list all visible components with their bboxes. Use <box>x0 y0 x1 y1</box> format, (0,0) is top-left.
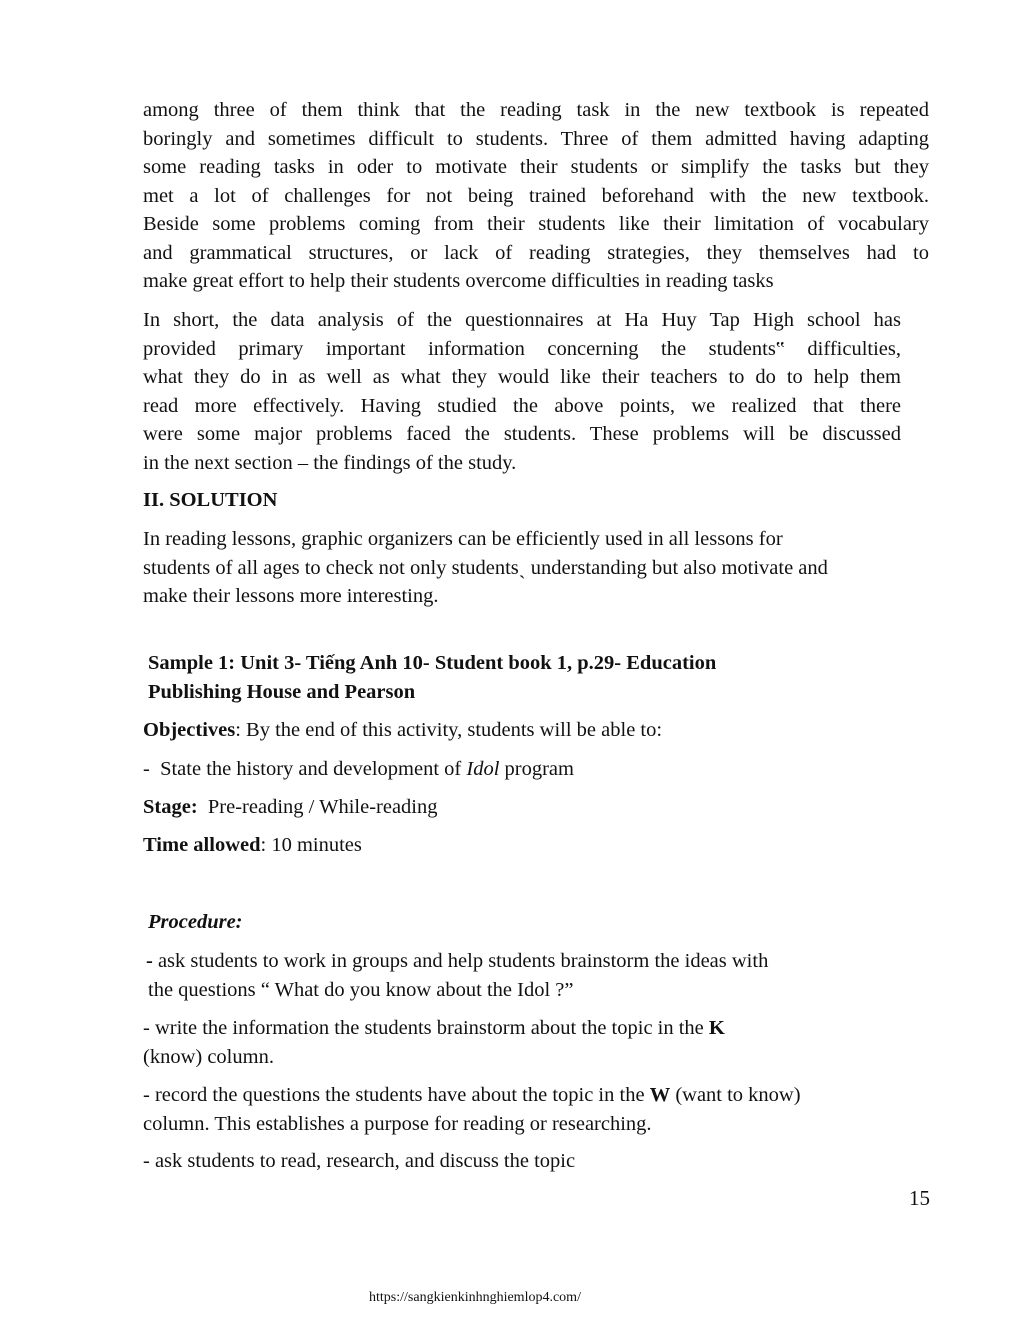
procedure-step-line: column. This establishes a purpose for reading or researching. <box>143 1112 652 1135</box>
objective-item-prefix: - State the history and development of <box>143 758 467 780</box>
footer-url[interactable]: https://sangkienkinhnghiemlop4.com/ <box>369 1290 581 1305</box>
procedure-dash: - <box>146 950 153 972</box>
procedure-step <box>143 1147 575 1176</box>
text-line: in the next section – the findings of the study. <box>143 451 517 474</box>
paragraph-teacher-findings <box>143 96 929 296</box>
paragraph-summary <box>143 306 901 477</box>
objectives-label: Objectives <box>143 719 236 741</box>
column-w-label: W <box>649 1084 671 1106</box>
procedure-step <box>146 947 768 1004</box>
time-allowed-label: Time allowed <box>143 834 261 856</box>
procedure-step-text: - record the questions the students have about the topic in the <box>143 1084 650 1106</box>
sample-title-line: Sample 1: Unit 3- Tiếng Anh 10- Student book 1, p.29- Education <box>148 652 717 674</box>
text-line: Beside some problems coming from their students like their limitation of vocabulary <box>143 213 929 235</box>
text-line: make their lessons more interesting. <box>143 585 439 607</box>
procedure-step-text: ask students to work in groups and help students brainstorm the ideas with <box>152 950 769 972</box>
page-number: 15 <box>909 1186 930 1210</box>
procedure-step-line: - ask students to read, research, and discuss the topic <box>143 1150 576 1172</box>
time-allowed <box>143 831 362 860</box>
text-line: were some major problems faced the students. These problems will be discussed <box>143 423 901 445</box>
procedure-step <box>143 1014 725 1071</box>
procedure-step-text: - write the information the students brainstorm about the topic in the <box>143 1017 709 1039</box>
procedure-step <box>143 1081 801 1138</box>
stage-label: Stage: <box>143 796 198 818</box>
text-line: some reading tasks in oder to motivate their students or simplify the tasks but they <box>143 156 929 178</box>
objective-item <box>143 755 574 784</box>
text-line: met a lot of challenges for not being trained beforehand with the new textbook. <box>143 184 929 207</box>
paragraph-solution-intro <box>143 525 933 611</box>
procedure-step-text: (want to know) <box>670 1084 801 1106</box>
text-line: read more effectively. Having studied the above points, we realized that there <box>143 394 901 417</box>
stage-text: Pre-reading / While-reading <box>197 796 438 818</box>
text-line: boringly and sometimes difficult to students. Three of them admitted having adapting <box>143 127 929 150</box>
objectives-text: : By the end of this activity, students will be able to: <box>235 719 663 741</box>
procedure-step-line <box>146 947 768 976</box>
procedure-heading-text: Procedure: <box>148 911 243 933</box>
sample-title <box>148 649 716 706</box>
stage <box>143 793 438 822</box>
procedure-step-line: (know) column. <box>143 1045 274 1068</box>
text-line: In short, the data analysis of the questionnaires at Ha Huy Tap High school has <box>143 309 901 331</box>
objective-item-suffix: program <box>499 758 574 780</box>
time-allowed-text: : 10 minutes <box>260 834 362 856</box>
sample-title-line: Publishing House and Pearson <box>148 680 416 703</box>
heading-text: II. SOLUTION <box>143 489 278 511</box>
column-k-label: K <box>708 1017 725 1039</box>
objectives <box>143 716 662 745</box>
text-line: and grammatical structures, or lack of reading strategies, they themselves had to <box>143 241 929 264</box>
procedure-step-line <box>143 1081 801 1110</box>
text-line: In reading lessons, graphic organizers can be efficiently used in all lessons for <box>143 528 783 550</box>
text-line: provided primary important information concerning the students‟ difficulties, <box>143 337 901 360</box>
text-line: what they do in as well as what they would like their teachers to do to help them <box>143 366 901 388</box>
text-line: among three of them think that the reading task in the new textbook is repeated <box>143 99 929 121</box>
objective-item-italic: Idol <box>466 758 500 780</box>
text-line: make great effort to help their students overcome difficulties in reading tasks <box>143 270 774 292</box>
procedure-step-line: the questions “ What do you know about the Idol ?” <box>148 978 574 1001</box>
procedure-step-line <box>143 1014 725 1043</box>
section-heading-solution <box>143 486 277 515</box>
text-line: students of all ages to check not only studentsˎ understanding but also motivate and <box>143 556 828 579</box>
procedure-heading <box>148 908 243 937</box>
